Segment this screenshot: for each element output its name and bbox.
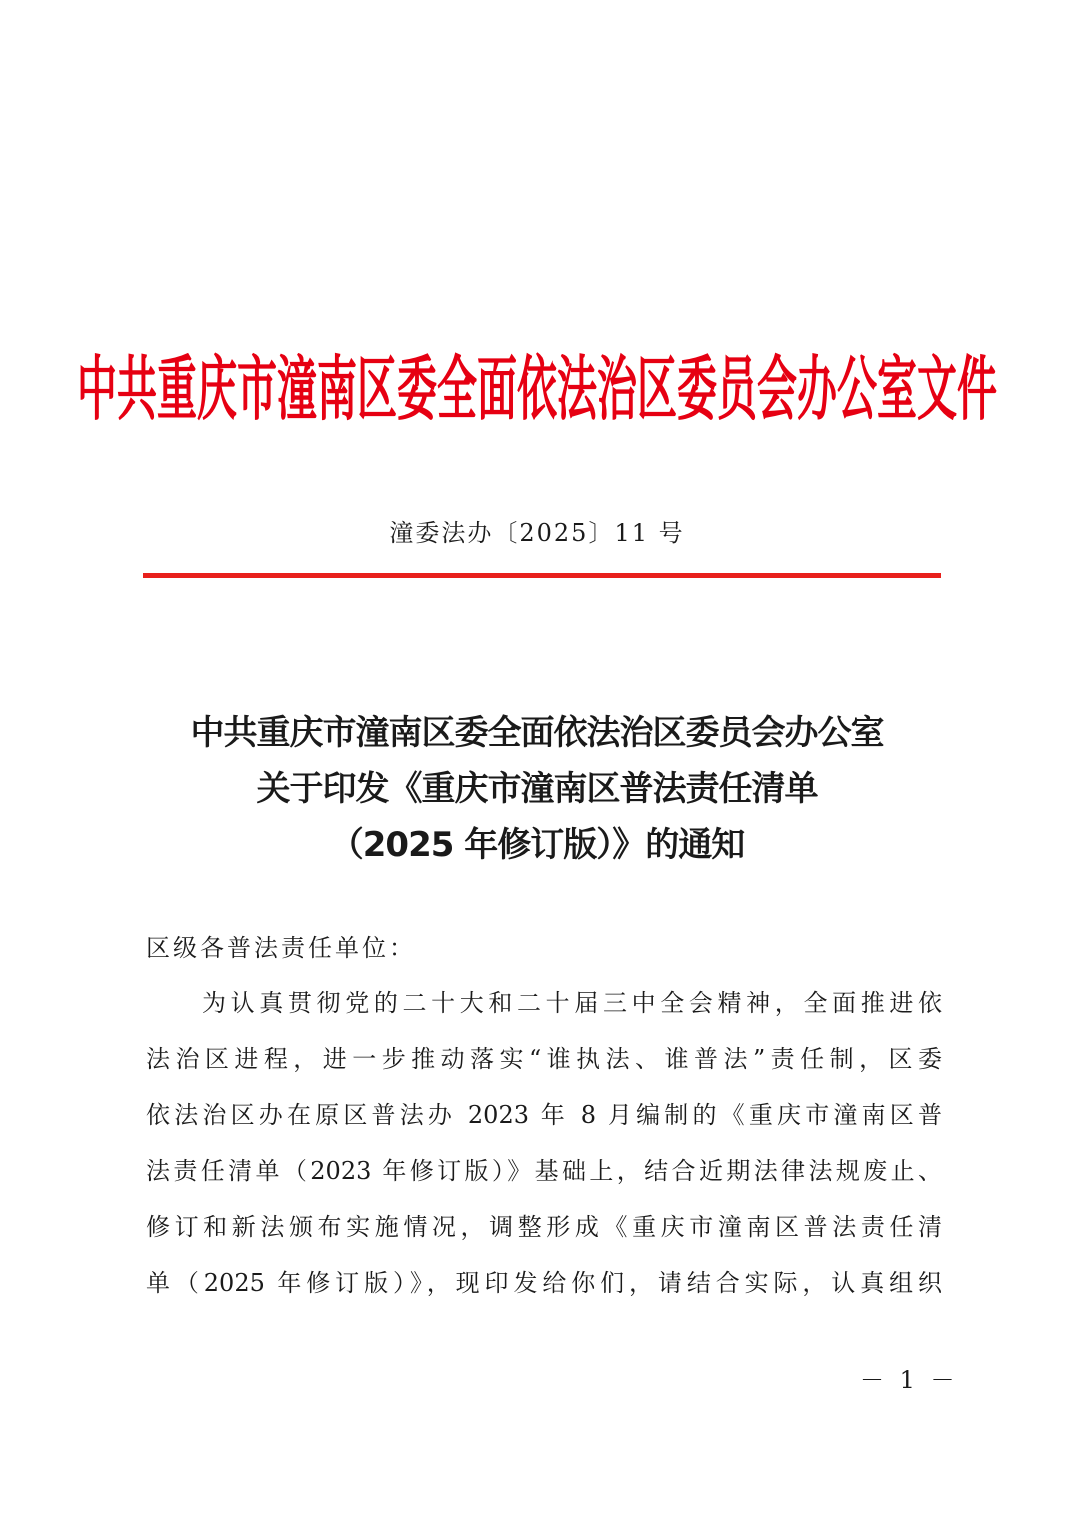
salutation: 区级各普法责任单位：	[146, 934, 416, 962]
body-line: 依法治区办在原区普法办 2023 年 8 月编制的《重庆市潼南区普	[146, 1101, 942, 1129]
body-text	[146, 983, 942, 1319]
document-number: 潼委法办〔2025〕11 号	[389, 519, 685, 547]
title-line-2: 关于印发《重庆市潼南区普法责任清单	[256, 769, 818, 809]
title-line-3: （2025 年修订版）》的通知	[329, 825, 745, 865]
red-divider-line	[143, 573, 941, 578]
body-line: 法责任清单（2023 年修订版）》基础上，结合近期法律法规废止、	[146, 1157, 942, 1185]
body-line: 为认真贯彻党的二十大和二十届三中全会精神，全面推进依	[202, 989, 942, 1017]
masthead-title: 中共重庆市潼南区委全面依法治区委员会办公室文件	[77, 349, 997, 431]
notice-title	[0, 705, 1074, 873]
page-number: － 1 －	[860, 1366, 959, 1394]
body-line: 修订和新法颁布实施情况，调整形成《重庆市潼南区普法责任清	[146, 1213, 942, 1241]
body-line: 法治区进程，进一步推动落实“谁执法、谁普法”责任制，区委	[146, 1045, 942, 1073]
body-line: 单（2025 年修订版）》，现印发给你们，请结合实际，认真组织	[146, 1269, 942, 1297]
title-line-1: 中共重庆市潼南区委全面依法治区委员会办公室	[190, 713, 884, 753]
